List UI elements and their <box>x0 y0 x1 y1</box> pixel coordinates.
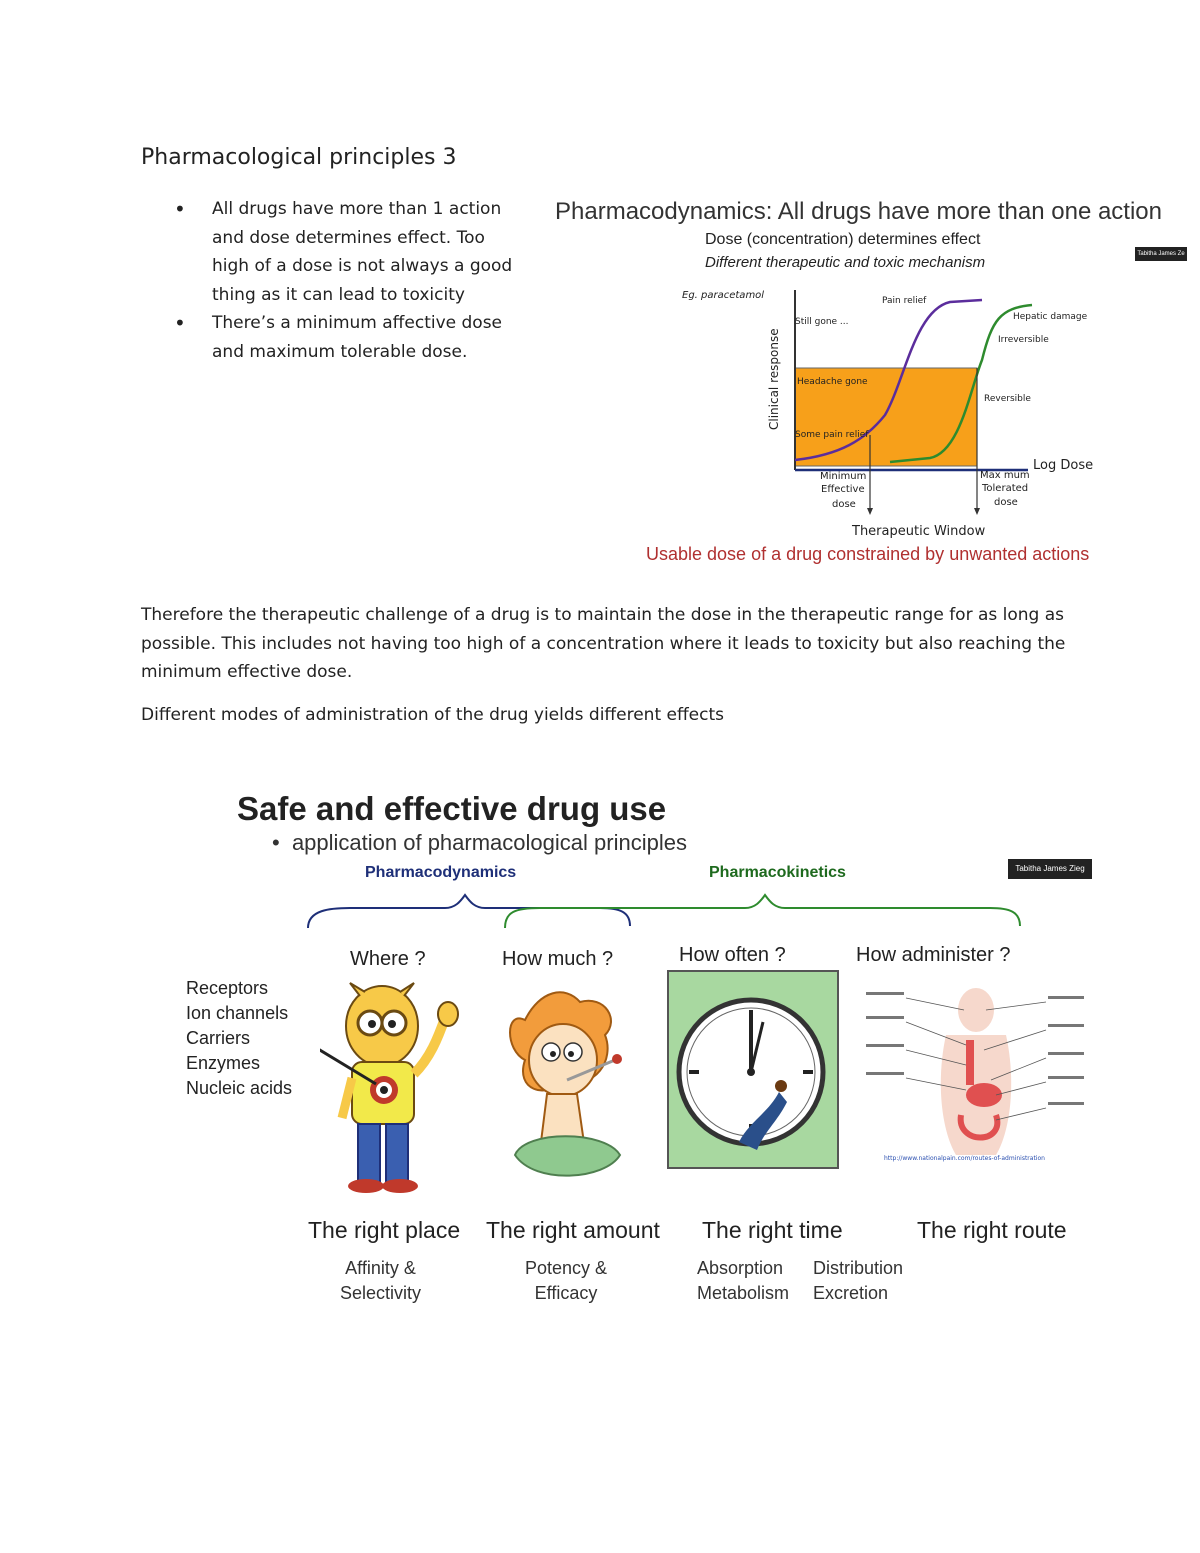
pk-brace <box>505 895 1020 928</box>
irreversible-label: Irreversible <box>998 335 1049 345</box>
max-dose-label-1: Max mum <box>980 470 1030 481</box>
slide-title: Safe and effective drug use <box>237 790 667 827</box>
clock-icon <box>669 972 837 1167</box>
dose-response-diagram <box>550 190 1200 550</box>
question-how-often: How often ? <box>679 944 786 966</box>
slide-bullet: • application of pharmacological principles <box>272 830 687 855</box>
bullet-item: • There’s a minimum affective dose and maximum tolerable dose. <box>172 309 522 366</box>
pharmacodynamics-slide <box>550 190 1200 580</box>
amount-subtext-line: Efficacy <box>534 1283 598 1303</box>
administration-routes-image <box>866 980 1086 1165</box>
min-dose-label-3: dose <box>832 499 856 510</box>
credit-badge: Tabitha James Ze <box>1135 247 1187 261</box>
therapeutic-window-label: Therapeutic Window <box>852 524 986 539</box>
target-item: Enzymes <box>186 1053 261 1073</box>
pd-brace <box>308 895 630 928</box>
question-how-much: How much ? <box>502 948 614 970</box>
still-gone-label: Still gone ... <box>795 317 849 327</box>
time-subtext-right <box>813 1256 903 1306</box>
max-dose-label-3: dose <box>994 497 1018 508</box>
right-place: The right place <box>308 1217 461 1243</box>
time-subtext-line: Distribution <box>813 1258 904 1278</box>
place-subtext-line: Affinity & <box>345 1258 416 1278</box>
right-amount: The right amount <box>486 1217 660 1243</box>
credit-badge: Tabitha James Zieg <box>1008 859 1092 879</box>
bullet-list <box>172 195 522 366</box>
paragraph-therapeutic: Therefore the therapeutic challenge of a drug is to maintain the dose in the therapeutic range for as long as possible. This includes not having too high of a concentration where it leads to toxicity but also reaching the minimum effective dose. <box>141 605 1066 682</box>
sick-person-image <box>485 980 645 1202</box>
question-how-administer: How administer ? <box>856 944 1011 966</box>
page-title: Pharmacological principles 3 <box>141 145 457 170</box>
max-dose-label-2: Tolerated <box>982 483 1029 494</box>
place-subtext-line: Selectivity <box>340 1283 422 1303</box>
target-item: Ion channels <box>186 1003 289 1023</box>
x-axis-label: Log Dose <box>1033 458 1094 473</box>
slide-subtitle-italic: Different therapeutic and toxic mechanism <box>705 254 986 271</box>
amount-subtext <box>525 1256 607 1306</box>
slide-subtitle: Dose (concentration) determines effect <box>705 231 981 248</box>
brace-lines <box>180 780 1110 940</box>
min-dose-arrow <box>867 508 873 515</box>
max-dose-arrow <box>974 508 980 515</box>
clock-image <box>667 970 839 1169</box>
time-subtext-left <box>697 1256 789 1306</box>
right-time: The right time <box>702 1217 843 1243</box>
some-pain-relief-label: Some pain relief <box>795 430 869 440</box>
target-item: Receptors <box>186 978 269 998</box>
amount-subtext-line: Potency & <box>525 1258 608 1278</box>
time-subtext-line: Metabolism <box>697 1283 790 1303</box>
hepatic-damage-label: Hepatic damage <box>1013 312 1088 322</box>
time-subtext-line: Excretion <box>813 1283 889 1303</box>
right-route: The right route <box>917 1217 1067 1243</box>
min-dose-label-2: Effective <box>821 484 865 495</box>
pharmacokinetics-label: Pharmacokinetics <box>709 864 846 881</box>
place-subtext <box>340 1256 421 1306</box>
bullet-item: • All drugs have more than 1 action and dose determines effect. Too high of a dose is not always a good thing as it can lead to toxicity <box>172 195 522 309</box>
headache-gone-label: Headache gone <box>797 377 868 387</box>
target-list <box>186 976 292 1101</box>
slide-bullet-text: application of pharmacological principles <box>291 830 687 855</box>
example-label: Eg. paracetamol <box>682 290 765 301</box>
question-where: Where ? <box>350 948 426 970</box>
pain-relief-label: Pain relief <box>882 296 927 306</box>
slide-title: Pharmacodynamics: All drugs have more than one action <box>555 198 1162 225</box>
cartoon-character-image <box>320 978 470 1203</box>
y-axis-label: Clinical response <box>767 328 781 430</box>
source-url: http://www.nationalpain.com/routes-of-administration <box>884 1155 1045 1162</box>
target-item: Nucleic acids <box>186 1078 293 1098</box>
paragraph-administration: Different modes of administration of the drug yields different effects <box>141 705 725 725</box>
time-subtext-line: Absorption <box>697 1258 784 1278</box>
pharmacodynamics-label: Pharmacodynamics <box>365 864 517 881</box>
reversible-label: Reversible <box>984 394 1031 404</box>
target-item: Carriers <box>186 1028 251 1048</box>
safe-drug-use-slide <box>180 780 1110 1320</box>
min-dose-label-1: Minimum <box>820 471 867 482</box>
slide-footer: Usable dose of a drug constrained by unwanted actions <box>646 544 1090 564</box>
